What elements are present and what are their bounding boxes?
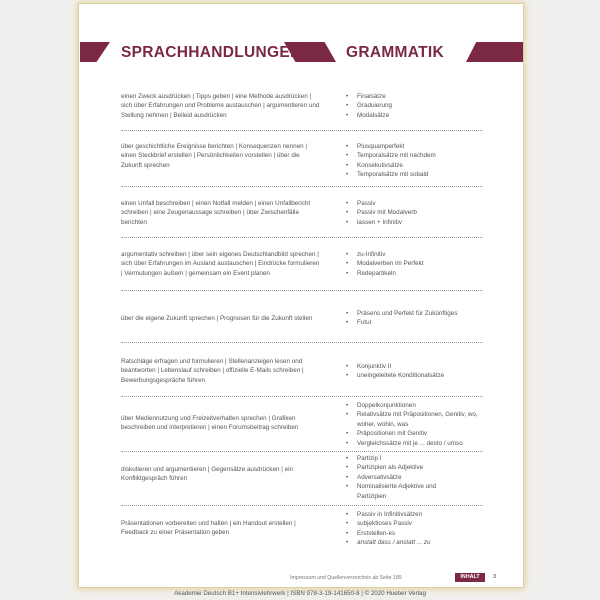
grammar-item: • Erststellen-es <box>346 529 431 538</box>
row-grammatik-list <box>346 454 462 501</box>
grammar-item: • Präpositionen mit Genitiv <box>346 429 482 438</box>
row-divider <box>121 396 483 397</box>
row-sprachhandlungen: einen Unfall beschreiben | einen Notfall melden | einen Unfallbericht schreiben | eine Zeugenaussage schreiben | über Zwischenfälle berichten <box>121 200 311 226</box>
grammar-item: • anstatt dass / anstatt ... zu <box>346 538 431 547</box>
grammar-item: • Nominalisierte Adjektive und Partizipien <box>346 482 462 501</box>
row-divider <box>121 451 483 452</box>
grammar-item: • Adversativsätze <box>346 473 462 482</box>
row-grammatik-list <box>346 510 431 548</box>
row-sprachhandlungen: Ratschläge erfragen und formulieren | Stellenanzeigen lesen und beantworten | Lebenslauf schreiben | offizielle E-Mails schreiben | Bewerbungsgespräche führen <box>121 358 304 384</box>
row-grammatik-list <box>346 362 444 381</box>
grammar-item: • Modalsätze <box>346 111 392 120</box>
grammar-item: • Präsens und Perfekt für Zukünftiges <box>346 309 457 318</box>
row-sprachhandlungen: diskutieren und argumentieren | Gegensätze ausdrücken | ein Konfliktgespräch führen <box>121 466 293 483</box>
row-sprachhandlungen: über die eigene Zukunft sprechen | Prognosen für die Zukunft stellen <box>121 315 313 322</box>
grammar-item: • Vergleichssätze mit je ... desto / umso <box>346 439 482 448</box>
row-divider <box>121 130 483 131</box>
row-divider <box>121 505 483 506</box>
grammar-item: • zu-Infinitiv <box>346 250 424 259</box>
row-grammatik-list <box>346 250 424 278</box>
row-divider <box>121 290 483 291</box>
grammar-item: • Passiv <box>346 199 417 208</box>
grammar-item: • Doppelkonjunktionen <box>346 401 482 410</box>
row-grammatik-list <box>346 92 392 120</box>
page-number: 3 <box>493 574 497 580</box>
row-sprachhandlungen: argumentativ schreiben | über sein eigenes Deutschlandbild sprechen | sich über Erfahrungen im Ausland austauschen | Eindrücke formulieren | Vermutungen äußern | gemeinsam ein Event planen <box>121 251 320 277</box>
grammar-item: • Partizipien als Adjektive <box>346 463 462 472</box>
grammar-item: • Redepartikeln <box>346 269 424 278</box>
grammar-item: • Partizip I <box>346 454 462 463</box>
heading-grammatik: GRAMMATIK <box>346 44 444 61</box>
row-sprachhandlungen: einen Zweck ausdrücken | Tipps geben | eine Methode ausdrücken | sich über Erfahrungen und Probleme austauschen | argumentieren und Stellung nehmen | Beileid ausdrücken <box>121 93 320 119</box>
row-sprachhandlungen: über Mediennutzung und Freizeitverhalten sprechen | Grafiken beschreiben und interpretieren | einen Forumsbeitrag schreiben <box>121 415 299 432</box>
row-divider <box>121 237 483 238</box>
grammar-item <box>346 151 436 160</box>
grammar-item: • lassen + Infinitiv <box>346 218 417 227</box>
grammar-item: • Konjunktiv II <box>346 362 444 371</box>
grammar-item: • Graduierung <box>346 101 392 110</box>
grammar-item: • subjektloses Passiv <box>346 519 431 528</box>
grammar-item-text: Temporalsätze mit nachdem <box>357 152 436 160</box>
grammar-item: • Temporalsätze mit sobald <box>346 170 436 179</box>
grammar-item: • Passiv mit Modalverb <box>346 208 417 217</box>
grammar-item: • Modalverben im Perfekt <box>346 259 424 268</box>
inhalt-badge: INHALT <box>455 573 485 582</box>
row-grammatik-list <box>346 199 417 227</box>
row-divider <box>121 186 483 187</box>
heading-sprachhandlungen: SPRACHHANDLUNGEN <box>121 44 302 61</box>
grammar-item: • uneingeleitete Konditionalsätze <box>346 371 444 380</box>
grammar-item: • Relativsätze mit Präpositionen, Genitiv, wo, woher, wohin, was <box>346 410 482 429</box>
grammar-item: • Passiv in Infinitivsätzen <box>346 510 431 519</box>
grammar-item: • Futur <box>346 318 457 327</box>
footer-reference: Impressum und Quellenverzeichnis ab Seite 189 <box>290 575 402 581</box>
imprint-line: Akademie Deutsch B1+ Intensivlehrwerk | ISBN 978-3-19-141650-8 | © 2020 Hueber Verlag <box>174 590 426 597</box>
grammar-item: • Konsekutivsätze <box>346 161 436 170</box>
grammar-item: • Plusquamperfekt <box>346 142 436 151</box>
row-grammatik-list <box>346 401 482 448</box>
grammar-item: • Finalsätze <box>346 92 392 101</box>
row-grammatik-list <box>346 309 457 328</box>
row-sprachhandlungen: über geschichtliche Ereignisse berichten | Konsequenzen nennen | einen Steckbrief erstellen | Persönlichkeiten vorstellen | über die Zukunft sprechen <box>121 143 308 169</box>
row-grammatik-list <box>346 142 436 180</box>
row-sprachhandlungen: Präsentationen vorbereiten und halten | ein Handout erstellen | Feedback zu einer Präsentation geben <box>121 520 296 537</box>
row-divider <box>121 342 483 343</box>
